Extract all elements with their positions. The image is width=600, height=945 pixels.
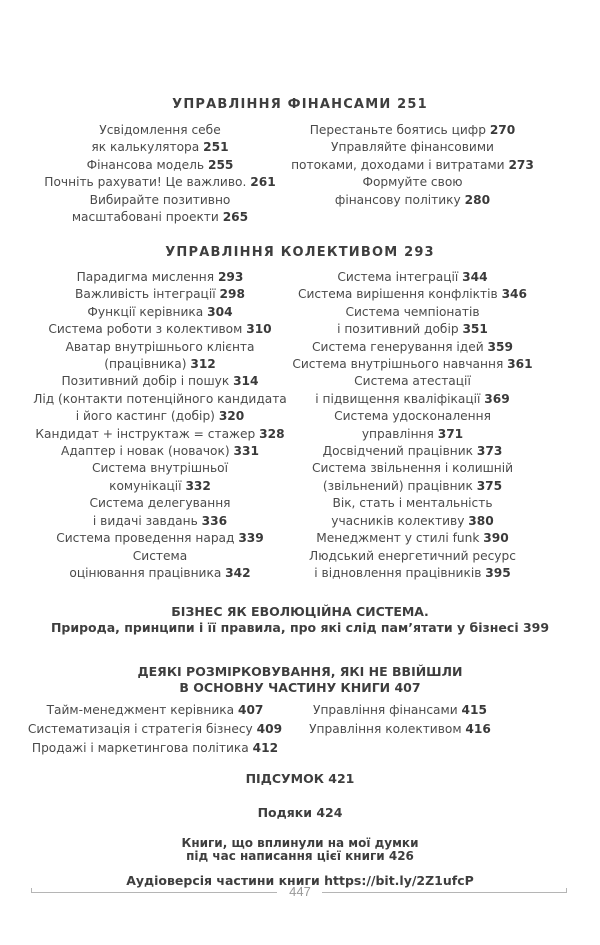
toc-entry-title: і позитивний добір [337, 322, 459, 337]
toc-entry-line [30, 174, 290, 191]
toc-entry[interactable] [285, 356, 540, 373]
toc-entry[interactable] [300, 701, 500, 720]
toc-entry[interactable] [30, 122, 290, 157]
evolution-title-line1: БІЗНЕС ЯК ЕВОЛЮЦІЙНА СИСТЕМА. [171, 604, 429, 619]
toc-entry-page: 304 [207, 304, 233, 319]
toc-entry-line [25, 426, 295, 443]
toc-entry[interactable] [25, 495, 295, 530]
toc-entry-line [285, 356, 540, 373]
toc-entry-line [285, 443, 540, 460]
toc-entry[interactable] [25, 304, 295, 321]
toc-entry-title: Адаптер і новак (новачок) [61, 444, 230, 459]
thoughts-title-line2: В ОСНОВНУ ЧАСТИНУ КНИГИ 407 [179, 680, 421, 695]
toc-entry-line [285, 174, 540, 191]
toc-entry[interactable] [25, 339, 295, 374]
toc-entry-line [285, 478, 540, 495]
toc-entry-title: Система проведення нарад [56, 531, 235, 546]
toc-entry[interactable] [30, 192, 290, 227]
toc-entry-title: як калькулятора [91, 140, 200, 155]
toc-entry-line [285, 408, 540, 425]
toc-entry[interactable] [285, 174, 540, 209]
toc-entry-line [25, 286, 295, 303]
toc-entry-page: 361 [507, 357, 533, 372]
toc-entry[interactable] [285, 304, 540, 339]
toc-entry[interactable] [285, 286, 540, 303]
section-heading-summary: ПІДСУМОК 421 [245, 771, 355, 786]
footer-rule-left [31, 892, 277, 893]
section-heading-team: УПРАВЛІННЯ КОЛЕКТИВОМ 293 [165, 245, 435, 260]
toc-entry[interactable] [285, 548, 540, 583]
toc-entry-page: 369 [484, 391, 510, 406]
toc-entry-line [25, 720, 285, 739]
toc-entry-title: Парадигма мислення [76, 270, 215, 284]
toc-entry-line [285, 426, 540, 443]
toc-entry-title: Система удосконалення [334, 409, 491, 424]
toc-entry-line [285, 391, 540, 408]
toc-entry-title: Система делегування [89, 496, 231, 511]
toc-entry-line [25, 478, 295, 495]
toc-entry-title: Управління фінансами [313, 703, 458, 717]
toc-entry-title: Важливість інтеграції [75, 287, 216, 302]
toc-entry-page: 293 [217, 270, 244, 284]
toc-entry-title: і підвищення кваліфікації [315, 391, 481, 406]
toc-entry-title: масштабовані проекти [71, 210, 219, 225]
toc-entry-line [285, 122, 540, 139]
toc-entry-page: 332 [185, 478, 211, 493]
toc-entry-page: 380 [468, 513, 494, 528]
toc-entry-line [25, 548, 295, 565]
toc-entry-line [25, 304, 295, 321]
toc-entry-page: 273 [508, 157, 534, 172]
toc-entry-line [285, 157, 540, 174]
toc-entry-line [285, 495, 540, 512]
toc-entry-page: 328 [259, 426, 285, 441]
toc-entry[interactable] [25, 701, 285, 720]
toc-entry-page: 298 [219, 287, 245, 302]
toc-entry-title: Функції керівника [87, 304, 204, 319]
toc-entry-line [285, 269, 540, 286]
toc-entry-page: 395 [485, 565, 511, 580]
toc-entry-title: (звільнений) працівник [322, 478, 473, 493]
toc-entry-page: 416 [465, 722, 491, 736]
toc-entry[interactable] [30, 174, 290, 191]
toc-entry-page: 415 [461, 703, 487, 717]
toc-entry-title: Система роботи з колективом [48, 322, 243, 337]
toc-entry-line [25, 391, 295, 408]
toc-entry[interactable] [285, 339, 540, 356]
toc-entry-line [25, 443, 295, 460]
toc-entry-title: Система звільнення і колишній [311, 461, 514, 476]
finance-right-column [285, 122, 540, 209]
team-left-column [25, 269, 295, 582]
toc-entry-title: Система генерування ідей [312, 339, 484, 354]
toc-entry-line [25, 321, 295, 338]
toc-entry-page: 339 [238, 531, 264, 546]
toc-entry-title: потоками, доходами і витратами [291, 157, 505, 172]
toc-entry-page: 390 [483, 531, 509, 546]
toc-entry-line [285, 286, 540, 303]
toc-entry-line [25, 373, 295, 390]
toc-entry-title: Досвідчений працівник [322, 444, 474, 459]
toc-entry-line [285, 339, 540, 356]
toc-entry-title: і відновлення працівників [314, 565, 482, 580]
toc-entry-title: Тайм-менеджмент керівника [46, 703, 235, 717]
toc-entry-title: Менеджмент у стилі funk [316, 531, 480, 546]
toc-entry-title: Фінансова модель [86, 157, 205, 172]
toc-entry-page: 251 [203, 140, 229, 155]
toc-entry-title: учасників колективу [331, 513, 465, 528]
toc-entry-page: 331 [233, 444, 259, 459]
toc-entry-line [30, 122, 290, 139]
toc-entry-line [30, 139, 290, 156]
toc-entry-title: оцінювання працівника [69, 565, 222, 580]
thoughts-left-column [25, 701, 285, 758]
section-heading-thanks: Подяки 424 [257, 805, 343, 820]
toc-entry-page: 342 [225, 565, 251, 580]
toc-entry-page: 351 [462, 322, 488, 337]
toc-entry-title: (працівника) [104, 357, 187, 372]
toc-entry-title: управління [361, 426, 434, 441]
toc-entry-title: Вік, стать і ментальність [332, 496, 493, 511]
toc-entry-title: Аватар внутрішнього клієнта [65, 339, 255, 354]
evolution-title-line2: Природа, принципи і її правила, про які слід пам’ятати у бізнесі 399 [50, 620, 550, 635]
toc-entry-line [285, 513, 540, 530]
thoughts-right-column [300, 701, 500, 739]
toc-entry[interactable] [25, 720, 285, 739]
toc-entry-page: 409 [256, 722, 283, 736]
toc-entry-title: Система вирішення конфліктів [297, 287, 498, 302]
toc-entry-line [285, 321, 540, 338]
toc-entry-line [285, 565, 540, 582]
section-heading-thoughts [0, 664, 600, 696]
toc-entry-title: Продажі і маркетингова політика [31, 741, 249, 755]
toc-entry-page: 312 [190, 357, 216, 372]
toc-entry-page: 373 [476, 444, 503, 459]
books-title-line1: Книги, що вплинули на мої думки [181, 836, 419, 850]
team-right-column [285, 269, 540, 582]
toc-entry-title: Перестаньте боятись цифр [309, 123, 486, 137]
finance-left-column [30, 122, 290, 226]
toc-entry-line [30, 157, 290, 174]
toc-entry-title: Лід (контакти потенційного кандидата [33, 391, 287, 406]
toc-entry-title: Система інтеграції [337, 270, 459, 284]
toc-entry-page: 407 [237, 703, 264, 717]
toc-entry-title: Формуйте свою [362, 175, 463, 190]
toc-entry-title: Систематизація і стратегія бізнесу [27, 722, 253, 736]
toc-entry-page: 344 [462, 270, 488, 284]
toc-entry-page: 255 [207, 157, 234, 172]
toc-entry-title: Система чемпіонатів [345, 304, 480, 319]
toc-entry-title: Усвідомлення себе [99, 123, 221, 137]
toc-entry-title: Система внутрішньої [92, 461, 228, 476]
toc-entry[interactable] [285, 408, 540, 443]
section-heading-finance: УПРАВЛІННЯ ФІНАНСАМИ 251 [172, 97, 428, 112]
toc-entry-line [285, 548, 540, 565]
thoughts-title-line1: ДЕЯКІ РОЗМІРКОВУВАННЯ, ЯКІ НЕ ВВІЙШЛИ [137, 664, 463, 679]
toc-entry-page: 336 [201, 513, 228, 528]
toc-entry[interactable] [285, 269, 540, 286]
toc-entry-title: комунікації [109, 478, 182, 493]
toc-entry-line [285, 373, 540, 390]
toc-entry[interactable] [25, 443, 295, 460]
toc-entry[interactable] [285, 373, 540, 408]
toc-entry[interactable] [285, 530, 540, 547]
toc-entry-line [25, 530, 295, 547]
toc-entry-line [25, 356, 295, 373]
toc-entry-line [285, 192, 540, 209]
toc-entry[interactable] [25, 391, 295, 426]
toc-entry-page: 270 [489, 123, 516, 137]
toc-entry-line [25, 565, 295, 582]
toc-entry-title: Людський енергетичний ресурс [309, 548, 516, 563]
toc-entry-line [300, 720, 500, 739]
toc-entry-title: фінансову політику [334, 192, 461, 207]
toc-entry[interactable] [25, 460, 295, 495]
toc-entry[interactable] [285, 495, 540, 530]
toc-entry-line [25, 269, 295, 286]
toc-entry-line [25, 739, 285, 758]
toc-entry[interactable] [285, 443, 540, 460]
toc-entry-line [25, 701, 285, 720]
toc-entry-title: Управляйте фінансовими [331, 140, 494, 155]
toc-entry-line [300, 701, 500, 720]
toc-entry-page: 261 [250, 175, 276, 190]
toc-entry-page: 320 [218, 409, 245, 424]
toc-entry-title: Управління колективом [309, 722, 462, 736]
toc-entry-page: 375 [476, 478, 503, 493]
toc-entry-line [25, 513, 295, 530]
toc-entry-title: Система атестації [354, 374, 471, 389]
toc-entry[interactable] [25, 426, 295, 443]
toc-entry-line [30, 192, 290, 209]
toc-entry-title: Система [132, 548, 188, 563]
toc-entry[interactable] [285, 460, 540, 495]
toc-entry-title: і видачі завдань [92, 513, 198, 528]
section-heading-evolution [0, 604, 600, 636]
toc-entry-line [25, 460, 295, 477]
toc-entry-title: Почніть рахувати! Це важливо. [44, 175, 247, 190]
toc-entry-line [285, 139, 540, 156]
footer-rule-right [322, 892, 566, 893]
toc-entry[interactable] [25, 739, 285, 758]
toc-entry-title: Кандидат + інструктаж = стажер [35, 426, 256, 441]
toc-entry-page: 346 [501, 287, 528, 302]
footer-rule-tick-left [31, 888, 32, 893]
toc-entry[interactable] [25, 373, 295, 390]
toc-entry-page: 265 [222, 210, 249, 225]
toc-entry[interactable] [30, 157, 290, 174]
audio-version-link[interactable]: Аудіоверсія частини книги https://bit.ly/2Z1ufcP [126, 873, 474, 888]
toc-entry-line [30, 209, 290, 226]
section-heading-books [0, 837, 600, 863]
toc-entry-title: Позитивний добір і пошук [61, 374, 230, 389]
toc-entry-page: 371 [437, 426, 464, 441]
toc-entry[interactable] [25, 286, 295, 303]
toc-entry[interactable] [300, 720, 500, 739]
toc-entry-page: 314 [233, 374, 259, 389]
toc-entry-line [25, 339, 295, 356]
toc-entry-line [285, 460, 540, 477]
toc-entry-page: 412 [252, 741, 279, 755]
toc-entry-line [285, 304, 540, 321]
toc-entry-title: і його кастинг (добір) [75, 409, 215, 424]
toc-entry-line [25, 495, 295, 512]
toc-entry[interactable] [25, 530, 295, 547]
toc-entry-line [25, 408, 295, 425]
footer-rule-tick-right [566, 888, 567, 893]
toc-entry-title: Система внутрішнього навчання [292, 357, 504, 372]
toc-entry-page: 310 [246, 322, 272, 337]
toc-entry-line [285, 530, 540, 547]
toc-entry-title: Вибирайте позитивно [89, 192, 231, 207]
toc-entry-page: 280 [464, 192, 491, 207]
toc-entry-page: 359 [487, 339, 513, 354]
toc-entry[interactable] [285, 139, 540, 174]
toc-entry[interactable] [25, 548, 295, 583]
toc-entry[interactable] [25, 321, 295, 338]
toc-entry[interactable] [285, 122, 540, 139]
page-number: 447 [289, 884, 311, 899]
toc-entry[interactable] [25, 269, 295, 286]
books-title-line2: під час написання цієї книги 426 [186, 849, 414, 863]
